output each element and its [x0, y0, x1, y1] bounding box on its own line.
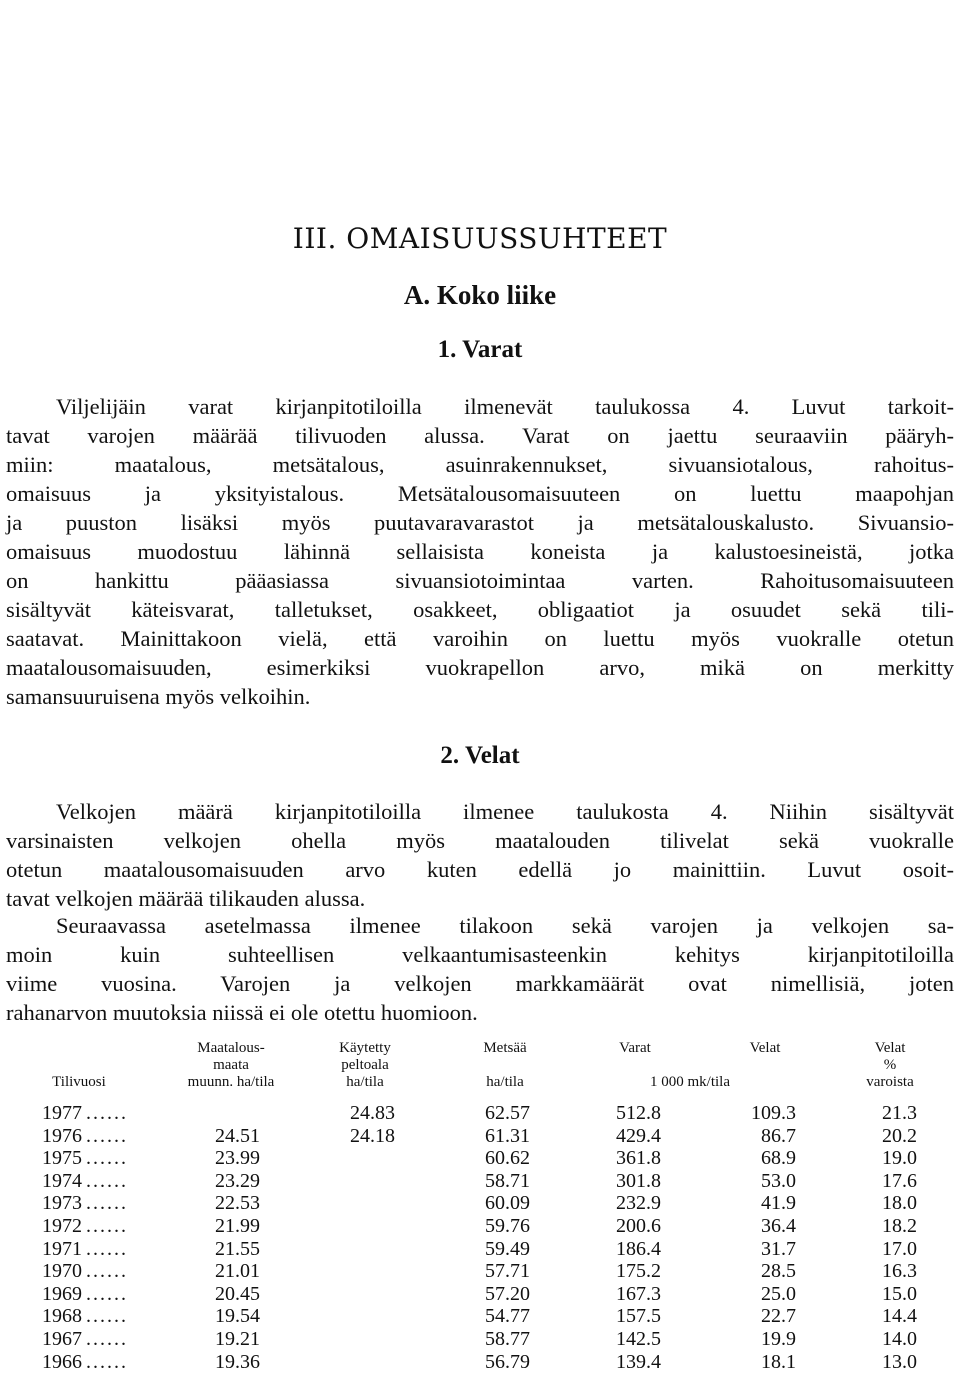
header-varat: Varat [619, 1040, 651, 1056]
year-value: 1972 [42, 1215, 82, 1237]
header-maatalousmaata-line1: Maatalous- [197, 1040, 265, 1056]
header-maatalousmaata [166, 1040, 296, 1091]
leader-dots: ...... [86, 1147, 128, 1170]
year-cell [42, 1147, 128, 1170]
leader-dots: ...... [86, 1305, 128, 1328]
year-cell [42, 1102, 128, 1125]
cell-velat: 31.7 [761, 1237, 796, 1260]
header-mk-tila: 1 000 mk/tila [650, 1074, 730, 1090]
leader-dots: ...... [86, 1192, 128, 1215]
cell-velat: 68.9 [761, 1147, 796, 1170]
cell-maatalous: 20.45 [215, 1282, 260, 1305]
cell-varat: 301.8 [616, 1169, 661, 1192]
table-row [0, 1215, 960, 1237]
cell-pct: 17.0 [882, 1237, 917, 1260]
header-velat-pct-line1: Velat [874, 1040, 906, 1056]
table-row [0, 1305, 960, 1327]
cell-pct: 16.3 [882, 1260, 917, 1283]
cell-pct: 14.0 [882, 1328, 917, 1350]
year-value: 1966 [42, 1350, 82, 1373]
leader-dots: ...... [86, 1237, 128, 1260]
cell-metsa: 62.57 [485, 1102, 530, 1124]
table-row [0, 1147, 960, 1169]
cell-metsa: 57.71 [485, 1260, 530, 1283]
cell-metsa: 54.77 [485, 1305, 530, 1328]
cell-velat: 53.0 [761, 1169, 796, 1192]
year-cell [42, 1170, 128, 1193]
year-value: 1974 [42, 1169, 82, 1192]
year-value: 1971 [42, 1237, 82, 1260]
header-metsaa-line2: ha/tila [486, 1074, 524, 1090]
part-heading: A. Koko liike [403, 280, 557, 310]
year-cell [42, 1328, 128, 1351]
header-velat-pct [840, 1040, 940, 1091]
year-value: 1968 [42, 1305, 82, 1328]
cell-varat: 512.8 [616, 1102, 661, 1124]
cell-varat: 175.2 [616, 1260, 661, 1283]
cell-velat: 86.7 [761, 1124, 796, 1147]
header-velat-pct-line3: varoista [866, 1074, 914, 1090]
year-cell [42, 1192, 128, 1215]
year-cell [42, 1351, 128, 1374]
cell-varat: 157.5 [616, 1305, 661, 1328]
leader-dots: ...... [86, 1350, 128, 1373]
table-row [0, 1102, 960, 1124]
text-line: tavat velkojen määrää tilikauden alussa. [6, 886, 366, 911]
cell-pct: 20.2 [882, 1124, 917, 1147]
text-line: samansuuruisena myös velkoihin. [6, 684, 311, 709]
cell-metsa: 60.62 [485, 1147, 530, 1170]
text-line: varsinaisten velkojen ohella myös maatalouden tilivelat sekä vuokralle [6, 828, 954, 853]
cell-metsa: 56.79 [485, 1350, 530, 1373]
cell-varat: 200.6 [616, 1215, 661, 1237]
text-line: omaisuus muodostuu lähinnä sellaisista koneista ja kalustoesineistä, jotka [6, 539, 954, 564]
cell-varat: 167.3 [616, 1282, 661, 1305]
cell-velat: 19.9 [761, 1328, 796, 1350]
cell-varat: 232.9 [616, 1192, 661, 1215]
header-velat-pct-line2: % [883, 1057, 897, 1073]
cell-velat: 109.3 [751, 1102, 796, 1124]
text-line: miin: maatalous, metsätalous, asuinrakennukset, sivuansiotalous, rahoitus- [6, 452, 954, 477]
cell-maatalous: 19.36 [215, 1350, 260, 1373]
text-line: moin kuin suhteellisen velkaantumisasteenkin kehitys kirjanpitotiloilla [6, 942, 954, 967]
cell-metsa: 57.20 [485, 1282, 530, 1305]
cell-maatalous: 19.21 [215, 1328, 260, 1350]
text-line: Seuraavassa asetelmassa ilmenee tilakoon sekä varojen ja velkojen sa- [56, 913, 954, 938]
cell-pct: 14.4 [882, 1305, 917, 1328]
cell-maatalous: 23.29 [215, 1169, 260, 1192]
paragraph-varat [6, 392, 954, 711]
subheading-velat: 2. Velat [440, 742, 520, 769]
cell-pct: 18.2 [882, 1215, 917, 1237]
cell-maatalous: 23.99 [215, 1147, 260, 1170]
cell-pelto: 24.83 [350, 1102, 395, 1124]
year-value: 1976 [42, 1124, 82, 1147]
cell-pct: 21.3 [882, 1102, 917, 1124]
cell-maatalous: 21.01 [215, 1260, 260, 1283]
leader-dots: ...... [86, 1124, 128, 1147]
year-value: 1975 [42, 1147, 82, 1170]
text-line: saatavat. Mainittakoon vielä, että varoihin on luettu myös vuokralle otetun [6, 626, 954, 651]
cell-pct: 13.0 [882, 1350, 917, 1373]
year-cell [42, 1238, 128, 1261]
header-maatalousmaata-line2: maata [213, 1057, 249, 1073]
year-cell [42, 1125, 128, 1148]
subheading-varat: 1. Varat [437, 336, 523, 363]
cell-velat: 36.4 [761, 1215, 796, 1237]
cell-pct: 17.6 [882, 1169, 917, 1192]
text-line: viime vuosina. Varojen ja velkojen markkamäärät ovat nimellisiä, joten [6, 971, 954, 996]
header-velat: Velat [749, 1040, 781, 1056]
cell-maatalous: 21.99 [215, 1215, 260, 1237]
text-line: otetun maatalousomaisuuden arvo kuten edellä jo mainittiin. Luvut osoit- [6, 857, 954, 882]
header-metsaa-line1: Metsää [483, 1040, 527, 1056]
year-cell [42, 1260, 128, 1283]
section-heading: III. OMAISUUSSUHTEET [292, 222, 668, 255]
cell-metsa: 59.49 [485, 1237, 530, 1260]
table-row [0, 1192, 960, 1214]
cell-pct: 15.0 [882, 1282, 917, 1305]
year-value: 1969 [42, 1282, 82, 1305]
year-value: 1973 [42, 1192, 82, 1215]
cell-varat: 186.4 [616, 1237, 661, 1260]
header-tilivuosi: Tilivuosi [52, 1074, 106, 1090]
cell-velat: 18.1 [761, 1350, 796, 1373]
year-cell [42, 1215, 128, 1238]
cell-maatalous: 19.54 [215, 1305, 260, 1328]
cell-metsa: 60.09 [485, 1192, 530, 1215]
cell-varat: 139.4 [616, 1350, 661, 1373]
year-value: 1977 [42, 1102, 82, 1124]
text-line: sisältyvät käteisvarat, talletukset, osakkeet, obligaatiot ja osuudet sekä tili- [6, 597, 954, 622]
header-metsaa-spacer [455, 1057, 555, 1074]
text-line: maatalousomaisuuden, esimerkiksi vuokrapellon arvo, mikä on merkitty [6, 655, 954, 680]
cell-velat: 28.5 [761, 1260, 796, 1283]
table-row [0, 1125, 960, 1147]
cell-pct: 18.0 [882, 1192, 917, 1215]
paragraph-velat [6, 797, 954, 913]
header-kaytetty-line3: ha/tila [346, 1074, 384, 1090]
cell-varat: 429.4 [616, 1124, 661, 1147]
year-cell [42, 1283, 128, 1306]
header-maatalousmaata-line3: muunn. ha/tila [187, 1074, 275, 1090]
cell-metsa: 59.76 [485, 1215, 530, 1237]
table-row [0, 1238, 960, 1260]
leader-dots: ...... [86, 1169, 128, 1192]
leader-dots: ...... [86, 1282, 128, 1305]
cell-velat: 41.9 [761, 1192, 796, 1215]
text-line: omaisuus ja yksityistalous. Metsätalousomaisuuteen on luettu maapohjan [6, 481, 954, 506]
table-row [0, 1283, 960, 1305]
leader-dots: ...... [86, 1260, 128, 1283]
text-line: ja puuston lisäksi myös puutavaravarastot ja metsätalouskalusto. Sivuansio- [6, 510, 954, 535]
paragraph-seuraavassa [6, 911, 954, 1027]
text-line: tavat varojen määrää tilivuoden alussa. Varat on jaettu seuraaviin pääryh- [6, 423, 954, 448]
cell-velat: 25.0 [761, 1282, 796, 1305]
cell-maatalous: 22.53 [215, 1192, 260, 1215]
table-row [0, 1260, 960, 1282]
header-kaytetty-line2: peltoala [341, 1057, 389, 1073]
leader-dots: ...... [86, 1215, 128, 1237]
cell-pct: 19.0 [882, 1147, 917, 1170]
year-value: 1970 [42, 1260, 82, 1283]
leader-dots: ...... [86, 1102, 128, 1124]
table-row [0, 1328, 960, 1350]
text-line: Velkojen määrä kirjanpitotiloilla ilmenee taulukosta 4. Niihin sisältyvät [56, 799, 954, 824]
cell-velat: 22.7 [761, 1305, 796, 1328]
cell-metsa: 61.31 [485, 1124, 530, 1147]
text-line: on hankittu pääasiassa sivuansiotoimintaa varten. Rahoitusomaisuuteen [6, 568, 954, 593]
year-cell [42, 1305, 128, 1328]
text-line: rahanarvon muutoksia niissä ei ole otettu huomioon. [6, 1000, 478, 1025]
text-line: Viljelijäin varat kirjanpitotiloilla ilmenevät taulukossa 4. Luvut tarkoit- [56, 394, 954, 419]
table-row [0, 1170, 960, 1192]
cell-maatalous: 24.51 [215, 1124, 260, 1147]
year-value: 1967 [42, 1328, 82, 1350]
header-metsaa [455, 1040, 555, 1091]
header-kaytetty-line1: Käytetty [339, 1040, 391, 1056]
cell-metsa: 58.71 [485, 1169, 530, 1192]
cell-maatalous: 21.55 [215, 1237, 260, 1260]
leader-dots: ...... [86, 1328, 128, 1350]
header-kaytetty-peltoala [315, 1040, 415, 1091]
cell-varat: 142.5 [616, 1328, 661, 1350]
cell-pelto: 24.18 [350, 1124, 395, 1147]
table-row [0, 1351, 960, 1373]
cell-varat: 361.8 [616, 1147, 661, 1170]
cell-metsa: 58.77 [485, 1328, 530, 1350]
